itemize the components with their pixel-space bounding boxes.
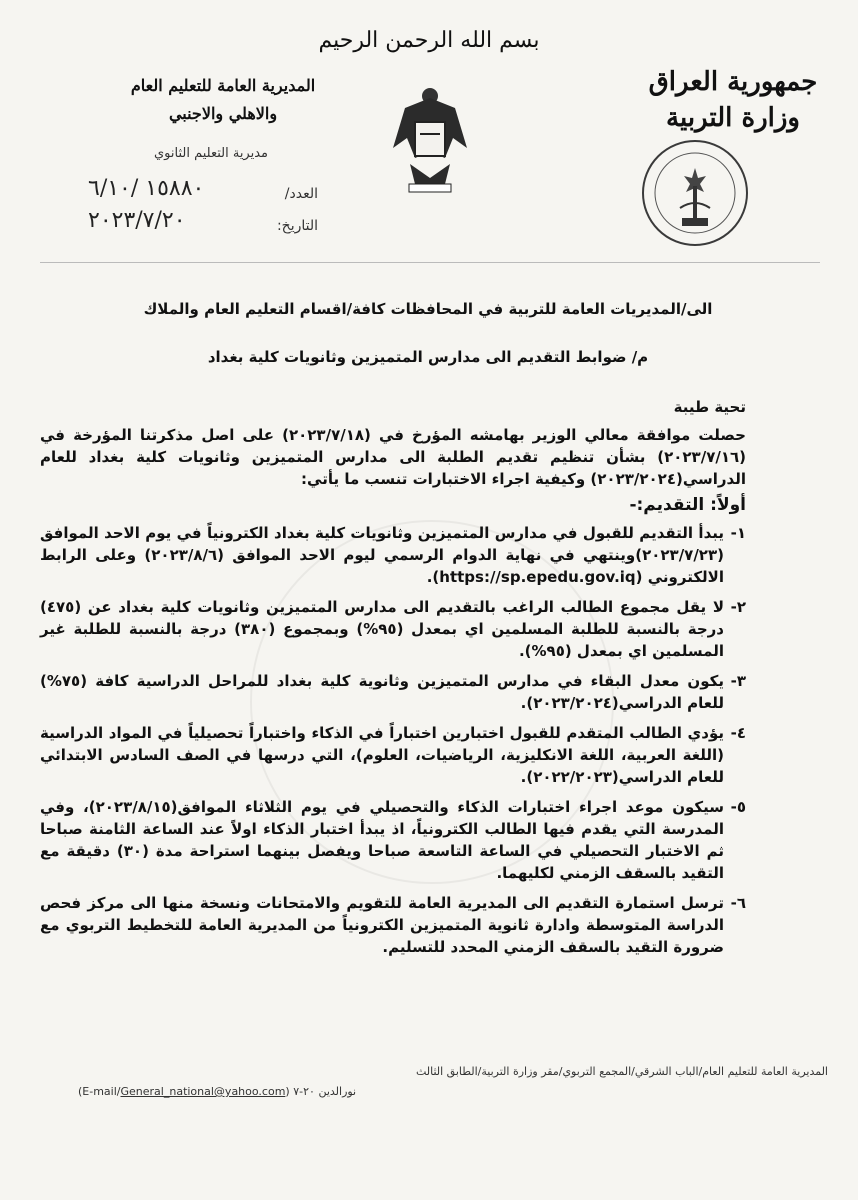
header-divider: [40, 262, 820, 263]
item-text: ترسل استمارة التقديم الى المديرية العامة للتقويم والامتحانات ونسخة منها الى مركز فحص الدراسة المتوسطة وادارة ثانوية المتميزين الكترونياً من المديرية العامة للتخطيط التربوي مع ضرورة التقيد بالسقف الزمني المحدد للتسليم.: [40, 894, 724, 956]
number-label: العدد/: [284, 186, 318, 202]
directorate-header: [108, 72, 338, 128]
list-item: [40, 522, 746, 588]
letter-footer: [28, 1064, 828, 1100]
basmala: بسم الله الرحمن الرحيم: [318, 28, 540, 53]
directorate-line1: المديرية العامة للتعليم العام: [130, 76, 316, 95]
list-item: [40, 596, 746, 662]
list-item: [40, 892, 746, 958]
list-item: [40, 796, 746, 884]
ministry-seal-icon: [640, 138, 750, 248]
footer-contact: [28, 1084, 828, 1100]
ministry-header: [638, 64, 828, 136]
date-value: ٢٠٢٣/٧/٢٠: [88, 208, 186, 233]
item-number: ٤-: [730, 724, 746, 742]
number-value: ١٥٨٨٠ /٦/١٠: [88, 176, 205, 201]
country-name: جمهورية العراق: [648, 67, 818, 97]
footer-email-label: (E-mail/: [78, 1085, 121, 1098]
department-stamp: مديرية التعليم الثانوي: [153, 146, 269, 161]
subject-line: م/ ضوابط التقديم الى مدارس المتميزين وثانويات كلية بغداد: [207, 348, 649, 366]
item-text: لا يقل مجموع الطالب الراغب بالتقديم الى مدارس المتميزين وثانويات كلية بغداد عن (٤٧٥) درجة بالنسبة للطلبة المسلمين اي بمعدل (٩٥%) وبمجموع (٣٨٠) درجة بالنسبة للطلبة غير المسلمين اي بمعدل (٩٥%).: [40, 598, 725, 660]
footer-code: نورالدين ٢٠-٧: [293, 1085, 357, 1098]
item-number: ١-: [730, 524, 746, 542]
list-item: [40, 722, 746, 788]
footer-email: General_national@yahoo.com: [120, 1085, 286, 1098]
item-text: يؤدي الطالب المتقدم للقبول اختبارين اختباراً في الذكاء واختباراً تحصيلياً في المواد الدراسية (اللغة العربية، اللغة الانكليزية، الرياضيات، العلوم)، التي درسها في الصف السادس الابتدائي للعام الدراسي(٢٠٢٢/٢٠٢٣).: [40, 724, 724, 786]
conditions-list: [40, 522, 746, 958]
item-number: ٦-: [730, 894, 746, 912]
recipient-line: الى/المديريات العامة للتربية في المحافظات كافة/اقسام التعليم العام والملاك: [143, 300, 713, 318]
intro-paragraph: حصلت موافقة معالي الوزير بهامشه المؤرخ في (٢٠٢٣/٧/١٨) على اصل مذكرتنا المؤرخة في (٢٠٢٣/٧/١٦) بشأن تنظيم تقديم الطلبة الى مدارس المتميزين وثانويات كلية بغداد للعام الدراسي(٢٠٢٣/٢٠٢٤) وكيفية اجراء الاختبارات تنسب ما يأتي:: [40, 426, 746, 488]
item-number: ٢-: [730, 598, 746, 616]
directorate-line2: والاهلي والاجنبي: [168, 104, 278, 123]
footer-email-close: ): [285, 1085, 290, 1098]
letter-body: [40, 396, 746, 966]
ministry-name: وزارة التربية: [666, 103, 800, 133]
date-label: التاريخ:: [276, 218, 318, 234]
item-number: ٥-: [730, 798, 746, 816]
item-text: يكون معدل البقاء في مدارس المتميزين وثانوية كلية بغداد للمراحل الدراسية كافة (٧٥%) للعام الدراسي(٢٠٢٣/٢٠٢٤).: [40, 672, 724, 712]
greeting: تحية طيبة: [673, 398, 746, 416]
footer-address: المديرية العامة للتعليم العام/الباب الشرقي/المجمع التربوي/مقر وزارة التربية/الطابق الثالث: [415, 1065, 828, 1078]
item-text: يبدأ التقديم للقبول في مدارس المتميزين وثانويات كلية بغداد الكترونياً في يوم الاحد الموافق (٢٠٢٣/٧/٢٣)وينتهي في نهاية الدوام الرسمي ليوم الاحد الموافق (٢٠٢٣/٨/٦) وعلى الرابط الالكتروني (https://sp.epedu.gov.iq).: [40, 524, 724, 586]
item-text: سيكون موعد اجراء اختبارات الذكاء والتحصيلي في يوم الثلاثاء الموافق(٢٠٢٣/٨/١٥)، وفي المدرسة التي يقدم فيها الطالب الكترونياً، اذ يبدأ اختبار الذكاء اولاً عند الساعة الثامنة صباحا ثم الاختبار التحصيلي في الساعة التاسعة صباحا ويفصل بينهما استراحة مدة (٣٠) دقيقة مع التقيد بالسقف الزمني لكليهما.: [40, 798, 724, 882]
list-item: [40, 670, 746, 714]
section-title: أولاً: التقديم:-: [629, 495, 746, 515]
item-number: ٣-: [730, 672, 746, 690]
iraq-eagle-emblem-icon: [385, 78, 475, 198]
